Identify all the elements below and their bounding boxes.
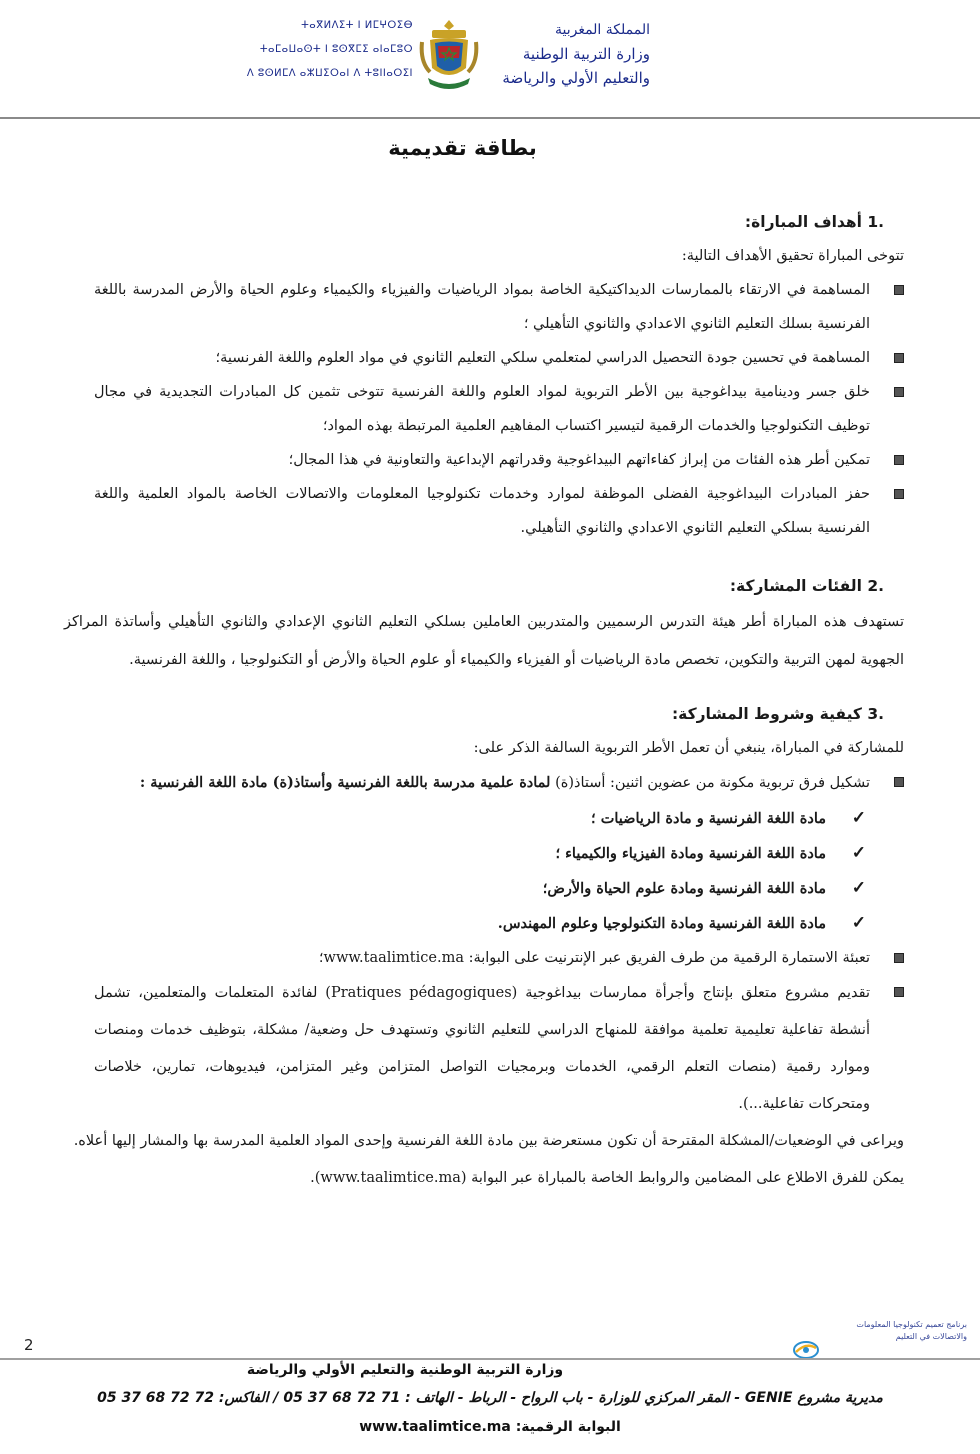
tifinagh-line-1: ⵜⴰⴳⵍⴷⵉⵜ ⵏ ⵍⵎⵖⵔⵉⴱ — [301, 20, 413, 31]
note-transversal: ويراعى في الوضعيات/المشكلة المقترحة أن تكون مستعرضة بين مادة اللغة الفرنسية وإحدى المواد العلمية المدرسة بها والمشار إليها أعلاه. — [73, 1133, 904, 1149]
check-item — [124, 836, 884, 871]
bullet-text: تمكين أطر هذه الفئات من إبراز كفاءاتهم البيداغوجية وقدراتهم الإبداعية والتعاونية في هذا المجال؛ — [288, 452, 870, 468]
section-3-heading — [124, 697, 884, 731]
checkmark-icon: ✓ — [851, 913, 866, 933]
arabic-header — [460, 18, 650, 90]
bullet-text: المساهمة في تحسين جودة التحصيل الدراسي لمتعلمي سلكي التعليم الثانوي في مواد العلوم واللغة الفرنسية؛ — [215, 350, 870, 366]
checkmark-icon: ✓ — [851, 878, 866, 898]
bullet-text: خلق جسر ودينامية بيداغوجية بين الأطر التربوية لمواد العلوم واللغة الفرنسية تتوخى تثمين كل المبادرات التجديدية في مجال توظيف التكنولوجيا والخدمات الرقمية لتيسير اكتساب المفاهيم العلمية المرتبطة بهذه المواد؛ — [94, 384, 870, 434]
logo-line-1: برنامج تعميم تكنولوجيا المعلومات — [856, 1320, 967, 1329]
list-item — [94, 477, 904, 545]
section-1-heading — [124, 205, 884, 239]
section-3-title: كيفية وشروط المشاركة: — [671, 705, 862, 723]
bullet-text: حفز المبادرات البيداغوجية الفضلى الموظفة لموارد وخدمات تكنولوجيا المعلومات والاتصالات الخاصة بالمواد العلمية واللغة الفرنسية بسلكي التعليم الثانوي الاعدادي والثانوي التأهيلي. — [94, 486, 870, 536]
footer-divider — [0, 1358, 980, 1360]
checkmark-icon: ✓ — [851, 843, 866, 863]
check-item — [124, 801, 884, 836]
square-bullet-icon — [894, 777, 904, 787]
tifinagh-line-2: ⵜⴰⵎⴰⵡⴰⵙⵜ ⵏ ⵓⵙⴳⵎⵉ ⴰⵏⴰⵎⵓⵔ — [259, 44, 413, 55]
square-bullet-icon — [894, 987, 904, 997]
tifinagh-line-3: ⴷ ⵓⵙⵍⵎⴷ ⴰⵣⵡⵉⵔⴰⵏ ⴷ ⵜⵓⵏⵏⴰⵔⵉⵏ — [246, 68, 413, 79]
list-item — [94, 765, 904, 801]
main-content — [64, 205, 904, 1197]
genie-logo-icon — [792, 1338, 820, 1360]
checkmark-icon: ✓ — [851, 808, 866, 828]
footer-portal: البوابة الرقمية: www.taalimtice.ma — [359, 1419, 621, 1435]
footer-ministry: وزارة التربية الوطنية والتعليم الأولي والرياضة — [246, 1362, 564, 1378]
section-1-number: 1. — [867, 213, 884, 231]
list-item — [94, 375, 904, 443]
list-item — [94, 341, 904, 375]
project-text: تقديم مشروع متعلق بإنتاج وأجرأة ممارسات بيداغوجية (Pratiques pédagogiques) لفائدة المتعلمات والمتعلمين، تشمل أنشطة تفاعلية تعليمية تعلمية موافقة للمنهاج الدراسي للتعليم الثانوي وتستهدف حل وضعية/ مشكلة، بتوظيف خدمات ومنصات وموارد رقمية (منصات التعلم الرقمي، الخدمات وبرمجيات التواصل المتزامن وغير المتزامن، فيديوهات، تمارين، خلاصات ومتحركات تفاعلية...). — [94, 985, 870, 1112]
kingdom-name: المملكة المغربية — [554, 22, 650, 38]
list-item — [94, 941, 904, 975]
section-2-title: الفئات المشاركة: — [729, 577, 862, 595]
fill-form-text: تعبئة الاستمارة الرقمية من طرف الفريق عبر الإنترنيت على البوابة: www.taalimtice.ma؛ — [318, 950, 870, 966]
section-2-heading — [124, 569, 884, 603]
check-text: مادة اللغة الفرنسية ومادة التكنولوجيا وعلوم المهندس. — [497, 915, 826, 932]
square-bullet-icon — [894, 285, 904, 295]
list-item — [94, 443, 904, 477]
header-divider — [0, 117, 980, 119]
footer-address: مديرية مشروع GENIE - المقر المركزي للوزارة - باب الرواح - الرباط - الهاتف : 71 72 68 37 05 / الفاكس: 72 72 68 37 05 — [97, 1390, 883, 1406]
team-text-bold: لمادة علمية مدرسة باللغة الفرنسية وأستاذ(ة) مادة اللغة الفرنسية : — [139, 774, 551, 791]
check-item — [124, 906, 884, 941]
section-2-number: 2. — [867, 577, 884, 595]
ministry-name-line-2: والتعليم الأولي والرياضة — [502, 69, 650, 87]
check-text: مادة اللغة الفرنسية ومادة الفيزياء والكيمياء ؛ — [555, 845, 826, 862]
section-2-text: تستهدف هذه المباراة أطر هيئة التدرس الرسميين والمتدربين العاملين بسلكي التعليم الثانوي الإعدادي والثانوي التأهيلي وأساتذة المراكز الجهوية لمهن التربية والتكوين، تخصص مادة الرياضيات أو الفيزياء والكيمياء أو علوم الحياة والأرض أو التكنولوجيا ، واللغة الفرنسية. — [64, 614, 904, 668]
check-text: مادة اللغة الفرنسية ومادة علوم الحياة والأرض؛ — [542, 880, 826, 897]
page-title: بطاقة تقديمية — [388, 136, 537, 160]
square-bullet-icon — [894, 953, 904, 963]
tifinagh-header — [238, 14, 413, 86]
team-text: تشكيل فرق تربوية مكونة من عضوين اثنين: أستاذ(ة) — [555, 775, 870, 791]
list-item — [94, 273, 904, 341]
square-bullet-icon — [894, 489, 904, 499]
logo-line-2: والاتصالات في التعليم — [895, 1332, 967, 1341]
square-bullet-icon — [894, 387, 904, 397]
list-item — [94, 975, 904, 1123]
check-item — [124, 871, 884, 906]
square-bullet-icon — [894, 353, 904, 363]
section-3-intro: للمشاركة في المباراة، ينبغي أن تعمل الأطر التربوية السالفة الذكر على: — [473, 740, 904, 756]
section-1-intro: تتوخى المباراة تحقيق الأهداف التالية: — [681, 248, 904, 264]
ministry-name-line-1: وزارة التربية الوطنية — [522, 45, 650, 63]
note-portal: يمكن للفرق الاطلاع على المضامين والروابط الخاصة بالمباراة عبر البوابة (www.taalimtice.ma). — [310, 1170, 904, 1186]
section-1-title: أهداف المباراة: — [744, 213, 862, 231]
page-number: 2 — [24, 1336, 34, 1354]
section-3-number: 3. — [867, 705, 884, 723]
check-text: مادة اللغة الفرنسية و مادة الرياضيات ؛ — [591, 810, 826, 827]
square-bullet-icon — [894, 455, 904, 465]
bullet-text: المساهمة في الارتقاء بالممارسات الديداكتيكية الخاصة بمواد الرياضيات والفيزياء والكيمياء وعلوم الحياة والأرض المدرسة باللغة الفرنسية بسلك التعليم الثانوي الاعدادي والثانوي التأهيلي ؛ — [94, 282, 870, 332]
